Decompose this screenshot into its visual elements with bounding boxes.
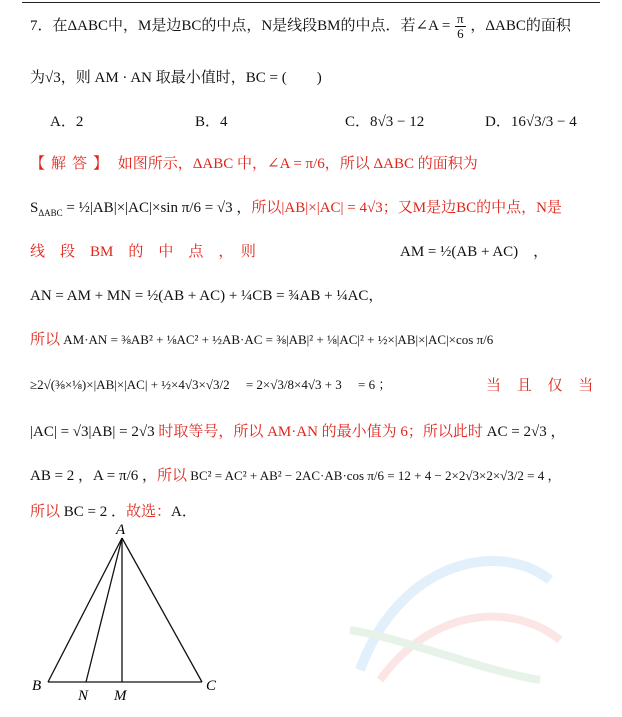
solution-text-1: 如图所示，ΔABC 中，∠A = π/6，所以 ΔABC 的面积为 bbox=[117, 156, 478, 172]
solution-text-8: 所以 bbox=[157, 468, 188, 484]
option-a: A．2 bbox=[50, 114, 84, 130]
solution-line-3 bbox=[30, 240, 256, 261]
side-ab bbox=[48, 538, 122, 682]
solution-heading: 【解答】 bbox=[30, 156, 115, 172]
solution-text-7: 时取等号，所以 AM·AN 的最小值为 6；所以此时 bbox=[154, 424, 487, 440]
label-b: B bbox=[32, 678, 42, 694]
answer-choice: A． bbox=[171, 504, 197, 520]
area-formula: = ½|AB|×|AC|×sin π/6 = √3 ， bbox=[62, 200, 252, 216]
label-a: A bbox=[116, 522, 126, 538]
dot-product-formula: AM·AN = ⅜AB² + ⅛AC² + ½AB·AC = ⅜|AB|² + ⅛|AC|² + ½×|AB|×|AC|×cos π/6 bbox=[60, 332, 494, 347]
triangle-figure bbox=[20, 522, 250, 712]
solution-text-3: 线 段 BM 的 中 点 ， 则 bbox=[30, 244, 256, 260]
solution-text-2: 所以|AB|×|AC| = 4√3；又M是边BC的中点，N是 bbox=[251, 200, 562, 216]
bc-squared-formula: BC² = AC² + AB² − 2AC·AB·cos π/6 = 12 + 4 − 2×2√3×2×√3/2 = 4 ， bbox=[187, 468, 561, 483]
label-n: N bbox=[78, 688, 89, 704]
option-d: D．16√3/3 − 4 bbox=[485, 114, 577, 130]
segment-an bbox=[86, 538, 122, 682]
top-rule bbox=[22, 2, 600, 3]
option-b: B．4 bbox=[195, 114, 228, 130]
ab-value: AB = 2 ，A = π/6 ， bbox=[30, 468, 158, 484]
an-formula: AN = AM + MN = ½(AB + AC) + ¼CB = ¾AB + ¼AC， bbox=[30, 288, 384, 304]
bc-answer: BC = 2 ． bbox=[60, 504, 126, 520]
area-subscript: ΔABC bbox=[38, 208, 63, 218]
solution-line-9 bbox=[30, 500, 197, 521]
solution-line-7 bbox=[30, 420, 565, 441]
equality-condition: |AC| = √3|AB| = 2√3 bbox=[30, 424, 155, 440]
solution-line-1 bbox=[30, 152, 478, 173]
angle-denominator: 6 bbox=[457, 26, 464, 42]
solution-line-2 bbox=[30, 196, 562, 218]
solution-text-5: 所以 bbox=[30, 332, 61, 348]
angle-numerator: π bbox=[457, 11, 464, 26]
label-c: C bbox=[206, 678, 217, 694]
angle-fraction bbox=[455, 12, 466, 42]
inequality-formula: ≥2√(⅜×⅛)×|AB|×|AC| + ½×4√3×√3/2 = 2×√3/8×4√3 + 3 = 6 ； bbox=[30, 377, 392, 392]
solution-text-9: 所以 bbox=[30, 504, 61, 520]
answer-prefix: 故选： bbox=[126, 504, 172, 520]
solution-line-8 bbox=[30, 464, 560, 485]
ac-value: AC = 2√3 ， bbox=[486, 424, 566, 440]
label-m: M bbox=[114, 688, 127, 704]
problem-line-1 bbox=[30, 12, 571, 42]
watermark-swirl-icon bbox=[340, 520, 570, 690]
solution-line-5 bbox=[30, 328, 493, 349]
side-ac bbox=[122, 538, 202, 682]
problem-line-2: 为√3，则 AM · AN 取最小值时，BC = ( ) bbox=[30, 70, 322, 86]
problem-text-1-tail: ，ΔABC的面积 bbox=[470, 18, 571, 35]
am-formula: AM = ½(AB + AC) ， bbox=[400, 244, 549, 260]
option-c: C．8√3 − 12 bbox=[345, 114, 425, 130]
problem-text-1: 7．在ΔABC中，M是边BC的中点，N是线段BM的中点．若∠A = bbox=[30, 18, 451, 35]
solution-text-6: 当 且 仅 当 bbox=[486, 378, 600, 394]
area-symbol: S bbox=[30, 200, 39, 216]
